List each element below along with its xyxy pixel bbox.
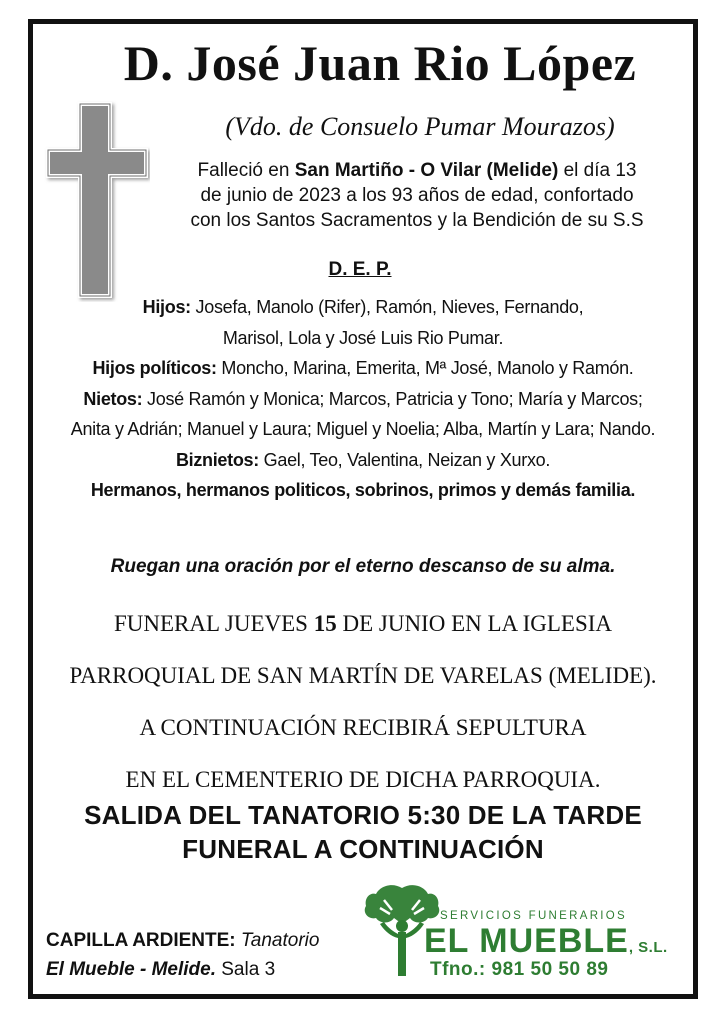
- death-details: [152, 158, 682, 233]
- funeral-line-4: EN EL CEMENTERIO DE DICHA PARROQUIA.: [125, 767, 601, 792]
- logo-services-text: SERVICIOS FUNERARIOS: [440, 910, 628, 922]
- death-line-3: con los Santos Sacramentos y la Bendición de su S.S: [190, 210, 644, 231]
- departure-line-1: SALIDA DEL TANATORIO 5:30 DE LA TARDE: [84, 800, 642, 830]
- grandchildren-line-2: Anita y Adrián; Manuel y Laura; Miguel y Noelia; Alba, Martín y Lara; Nando.: [70, 419, 656, 439]
- logo-phone: Tfno.: 981 50 50 89: [430, 959, 609, 980]
- death-place: San Martiño - O Vilar (Melide): [294, 160, 559, 181]
- funeral-day: 15: [313, 611, 337, 636]
- funeral-home-logo: [362, 880, 682, 984]
- dep-heading: D. E. P.: [328, 259, 392, 280]
- children-line-2: Marisol, Lola y José Luis Rio Pumar.: [222, 327, 504, 348]
- chapel-line-2: El Mueble - Melide. Sala 3: [46, 959, 276, 980]
- cross-icon: [44, 98, 150, 302]
- funeral-details: [30, 598, 696, 806]
- funeral-line-3: A CONTINUACIÓN RECIBIRÁ SEPULTURA: [139, 715, 587, 740]
- death-line-2: de junio de 2023 a los 93 años de edad, confortado: [200, 185, 634, 206]
- departure-details: [30, 798, 696, 866]
- family-list: [30, 292, 696, 506]
- prayer-line: Ruegan una oración por el eterno descanso de su alma.: [110, 556, 616, 577]
- departure-line-2: FUNERAL A CONTINUACIÓN: [182, 834, 544, 864]
- inlaws-line: Hijos políticos: Moncho, Marina, Emerita, Mª José, Manolo y Ramón.: [92, 358, 634, 378]
- widower-line: (Vdo. de Consuelo Pumar Mourazos): [225, 112, 615, 141]
- funeral-line-1: FUNERAL JUEVES 15 DE JUNIO EN LA IGLESIA: [113, 611, 613, 636]
- death-line-1: Falleció en San Martiño - O Vilar (Melide) el día 13: [197, 160, 637, 181]
- logo-brand-text: EL MUEBLE, S.L.: [424, 922, 668, 960]
- grandchildren-line: Nietos: José Ramón y Monica; Marcos, Patricia y Tono; María y Marcos;: [83, 388, 643, 409]
- deceased-name: D. José Juan Rio López: [123, 35, 637, 91]
- children-line: Hijos: Josefa, Manolo (Rifer), Ramón, Nieves, Fernando,: [142, 297, 584, 317]
- funeral-line-2: PARROQUIAL DE SAN MARTÍN DE VARELAS (MELIDE).: [69, 663, 657, 688]
- greatgrandchildren-line: Biznietos: Gael, Teo, Valentina, Neizan y Xurxo.: [175, 449, 551, 470]
- other-family-line: Hermanos, hermanos politicos, sobrinos, primos y demás familia.: [90, 480, 636, 500]
- chapel-line-1: CAPILLA ARDIENTE: Tanatorio: [46, 930, 320, 951]
- chapel-info: [46, 926, 319, 984]
